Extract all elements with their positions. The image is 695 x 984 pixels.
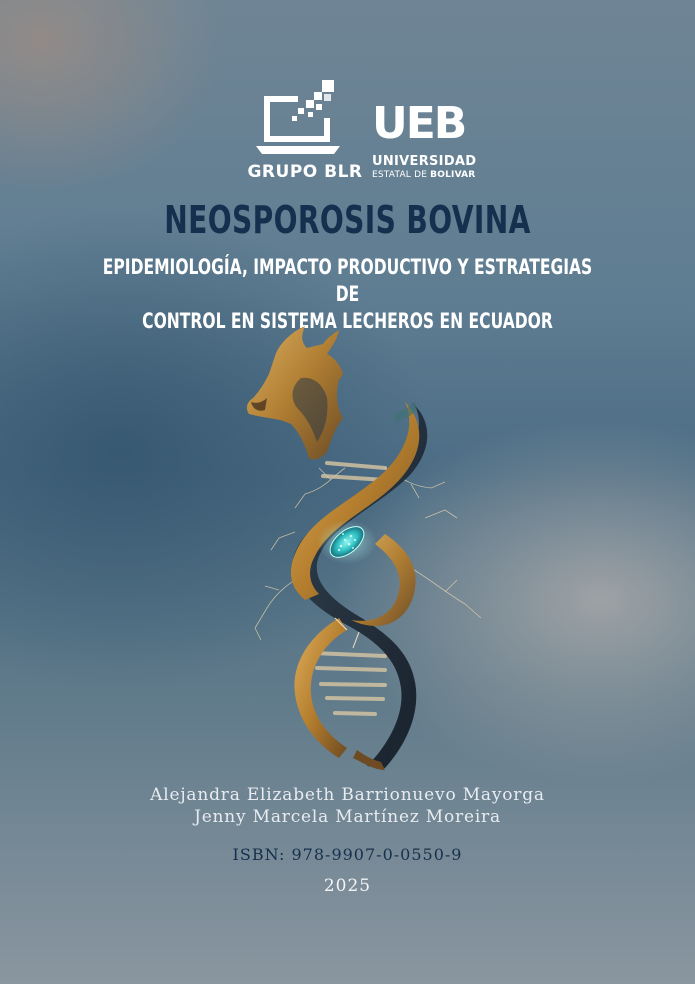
laptop-pixel-icon xyxy=(254,80,354,160)
ueb-bolivar-part: BOLIVAR xyxy=(430,170,476,180)
cover-illustration xyxy=(235,318,495,773)
ueb-estatal-text xyxy=(372,170,475,180)
subtitle-line-1: EPIDEMIOLOGÍA, IMPACTO PRODUCTIVO Y ESTRATEGIAS DE xyxy=(102,255,593,306)
parasite-icon xyxy=(317,520,377,564)
isbn: ISBN: 978-9907-0-0550-9 xyxy=(232,845,463,864)
ueb-estatal-part: ESTATAL DE xyxy=(372,170,431,180)
publisher-logos xyxy=(248,80,498,190)
ueb-mark: UEB xyxy=(372,98,466,149)
subtitle-line-2: CONTROL EN SISTEMA LECHEROS EN ECUADOR xyxy=(142,309,553,333)
book-title: NEOSPOROSIS BOVINA xyxy=(164,198,531,242)
grupo-blr-logo xyxy=(248,80,363,185)
grupo-blr-name: GRUPO BLR xyxy=(247,162,363,182)
author-2: Jenny Marcela Martínez Moreira xyxy=(194,807,501,827)
cow-head-icon xyxy=(247,326,343,460)
author-1: Alejandra Elizabeth Barrionuevo Mayorga xyxy=(150,785,545,805)
authors xyxy=(0,784,695,828)
ueb-universidad-text: UNIVERSIDAD xyxy=(372,154,477,169)
ueb-logo xyxy=(372,98,502,187)
publication-year: 2025 xyxy=(323,876,372,896)
